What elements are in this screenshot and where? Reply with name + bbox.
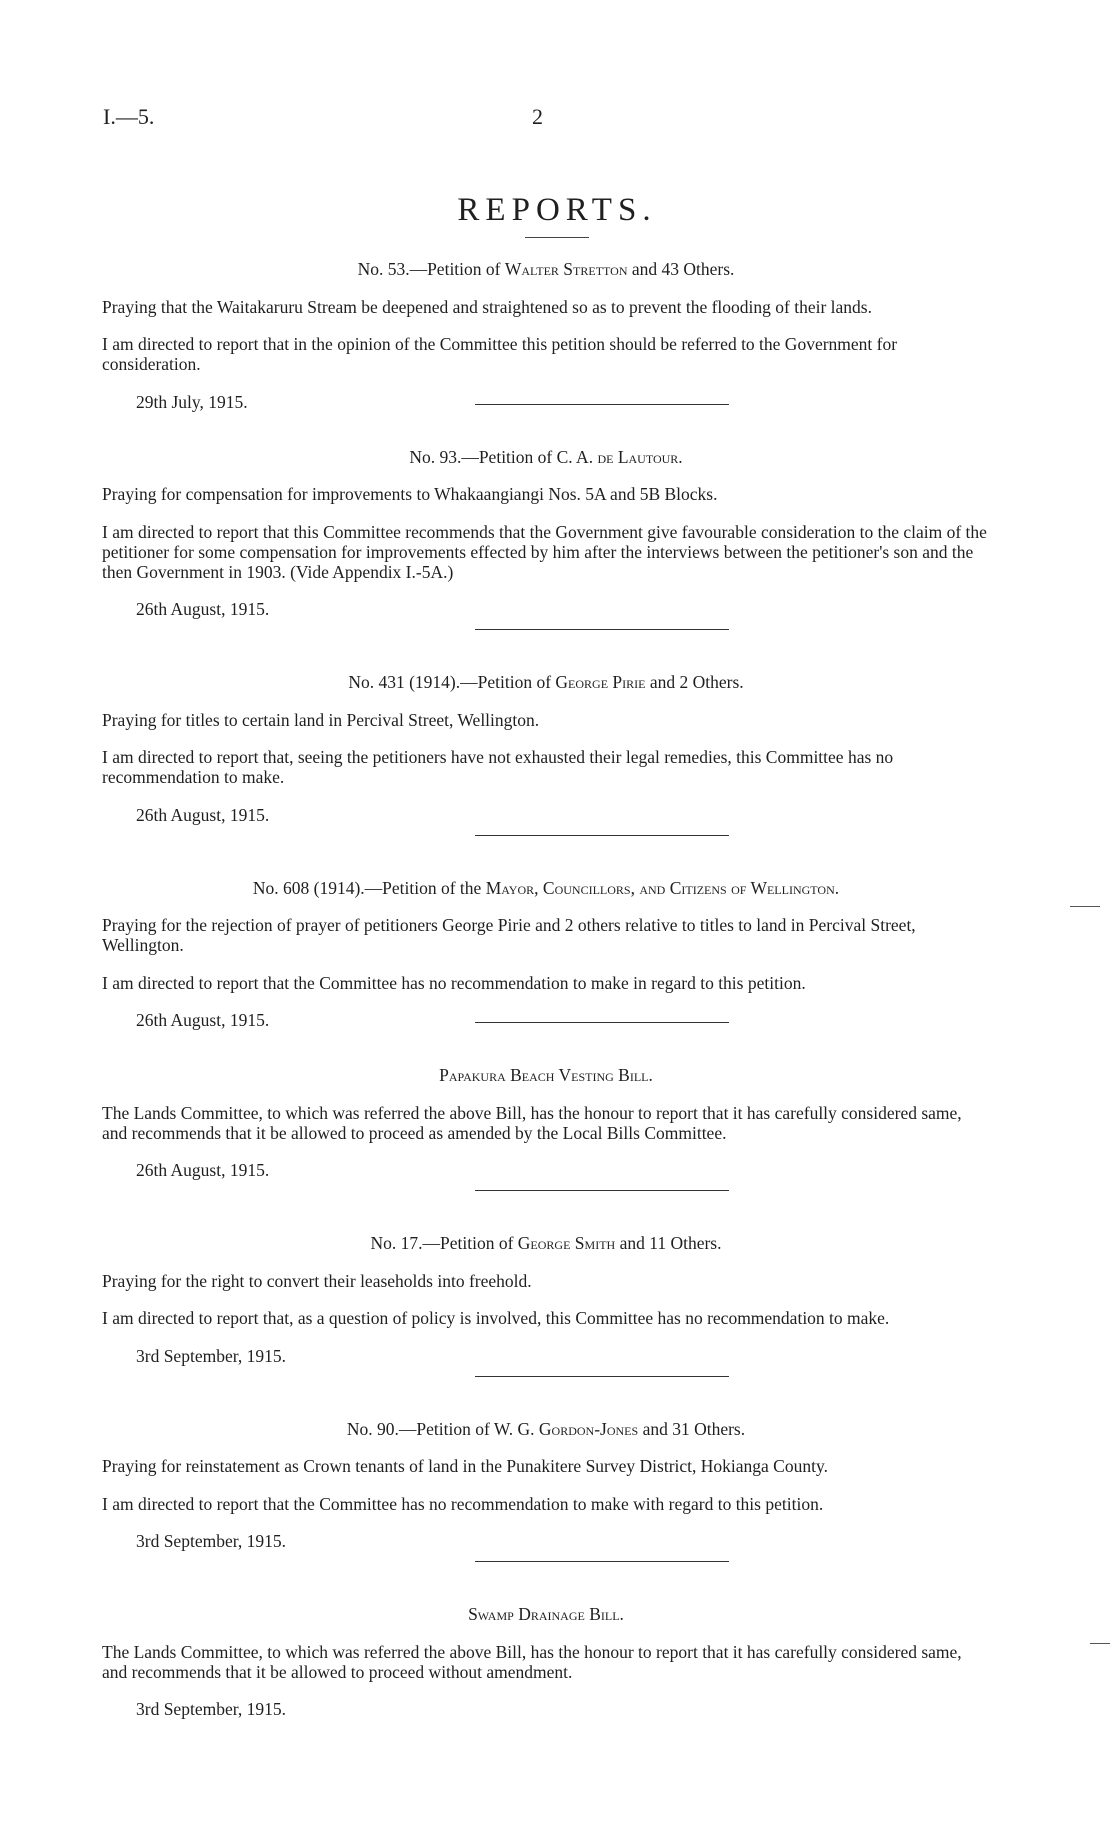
report-prayer: Praying for the right to convert their leaseholds into freehold.: [102, 1270, 532, 1291]
report-prayer: Praying for the rejection of prayer of petitioners George Pirie and 2 others relative to titles to land in Percival Street, Wellington.: [102, 915, 916, 955]
report-body: The Lands Committee, to which was referred the above Bill, has the honour to report that it has carefully considered same, and recommends that it be allowed to proceed as amended by the Local Bills Committee.: [102, 1102, 962, 1143]
report-body: I am directed to report that, as a question of policy is involved, this Committee has no recommendation to make.: [102, 1308, 890, 1328]
report-body: The Lands Committee, to which was referred the above Bill, has the honour to report that it has carefully considered same, and recommends that it be allowed to proceed without amendment.: [102, 1641, 962, 1682]
report-body: I am directed to report that this Committee recommends that the Government give favourable consideration to the claim of the petitioner for some compensation for improvements effected by him after the interviews between the petitioner's son and the then Government in 1903. (Vide Appendix I.-5A.): [102, 521, 987, 582]
report-body: I am directed to report that the Committee has no recommendation to make with regard to this petition.: [102, 1493, 824, 1514]
report-body: I am directed to report that, seeing the petitioners have not exhausted their legal remedies, this Committee has no recommendation to make.: [102, 747, 894, 787]
report-title: No. 431 (1914).—Petition of George Pirie and 2 Others.: [348, 672, 744, 692]
report-item: [102, 447, 990, 620]
report-prayer: Praying that the Waitakaruru Stream be deepened and straightened so as to prevent the flooding of their lands.: [102, 296, 872, 317]
report-date: 29th July, 1915.: [136, 391, 248, 412]
section-divider: [475, 1022, 729, 1023]
page-title: REPORTS.: [457, 192, 657, 228]
report-title: No. 90.—Petition of W. G. Gordon-Jones and 31 Others.: [346, 1418, 746, 1439]
report-title: Swamp Drainage Bill.: [468, 1604, 624, 1624]
report-prayer: Praying for titles to certain land in Percival Street, Wellington.: [102, 709, 540, 730]
report-title: No. 608 (1914).—Petition of the Mayor, Councillors, and Citizens of Wellington.: [252, 877, 840, 898]
section-divider: [475, 1561, 729, 1562]
section-divider: [475, 629, 729, 630]
report-item: [102, 878, 990, 1031]
report-date: 26th August, 1915.: [136, 1010, 270, 1030]
report-date: 3rd September, 1915.: [136, 1345, 286, 1366]
report-date: 26th August, 1915.: [136, 599, 270, 619]
report-date: 26th August, 1915.: [136, 1160, 270, 1180]
report-prayer: Praying for reinstatement as Crown tenants of land in the Punakitere Survey District, Hokianga County.: [102, 1456, 828, 1476]
report-title: No. 53.—Petition of Walter Stretton and 43 Others.: [357, 259, 735, 279]
page-number: 2: [532, 104, 543, 129]
report-item: [102, 1065, 990, 1180]
title-rule: [525, 237, 589, 238]
report-body: I am directed to report that in the opinion of the Committee this petition should be referred to the Government for consideration.: [102, 334, 898, 374]
report-body: I am directed to report that the Committee has no recommendation to make in regard to this petition.: [102, 972, 806, 993]
document-reference: I.—5.: [103, 104, 155, 129]
report-prayer: Praying for compensation for improvements to Whakaangiangi Nos. 5A and 5B Blocks.: [102, 484, 718, 504]
margin-mark: [1090, 1643, 1110, 1644]
section-divider: [475, 1190, 729, 1191]
report-item: [102, 1233, 990, 1366]
report-title: No. 93.—Petition of C. A. de Lautour.: [409, 446, 683, 467]
margin-mark: [1070, 906, 1100, 907]
report-title: No. 17.—Petition of George Smith and 11 Others.: [370, 1233, 722, 1253]
report-date: 26th August, 1915.: [136, 804, 270, 825]
report-date: 3rd September, 1915.: [136, 1531, 286, 1551]
report-date: 3rd September, 1915.: [136, 1699, 286, 1719]
section-divider: [475, 835, 729, 836]
report-item: [102, 1604, 990, 1719]
section-divider: [475, 404, 729, 405]
report-item: [102, 259, 990, 412]
report-item: [102, 1419, 990, 1552]
report-title: Papakura Beach Vesting Bill.: [439, 1065, 653, 1085]
section-divider: [475, 1376, 729, 1377]
reports-list: [102, 259, 990, 1719]
report-item: [102, 672, 990, 825]
